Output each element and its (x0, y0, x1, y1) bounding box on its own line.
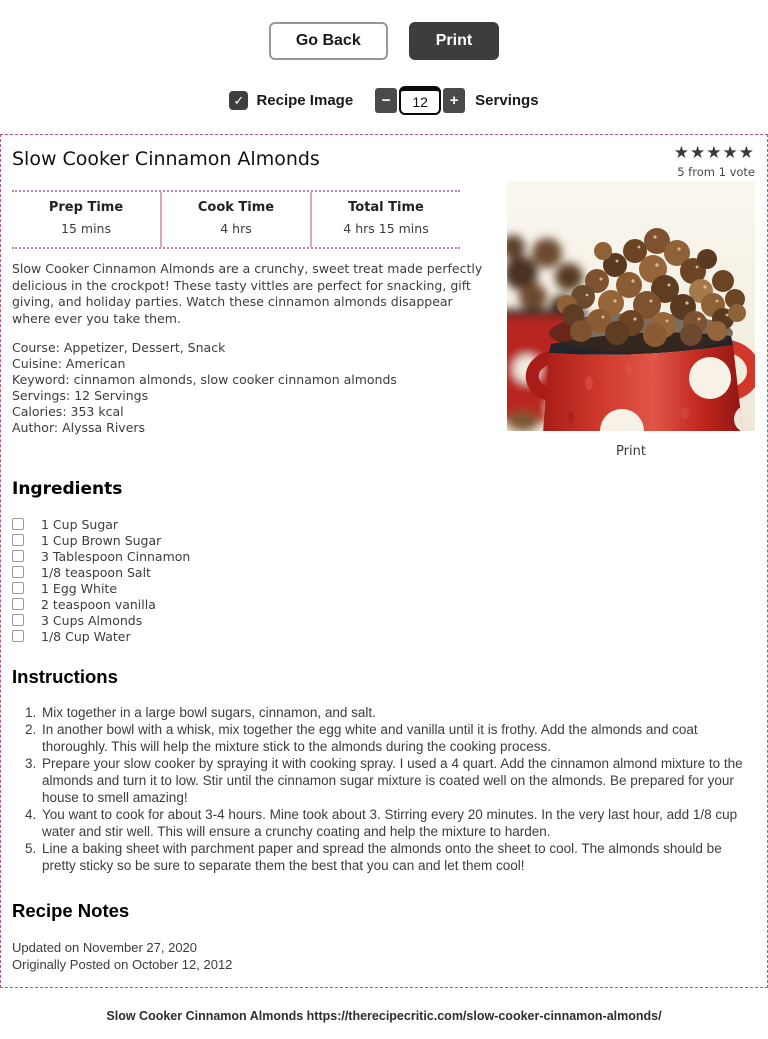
print-button[interactable]: Print (409, 22, 499, 60)
servings-decrement-button[interactable]: − (375, 88, 397, 113)
meta-value: 12 Servings (74, 388, 149, 403)
recipe-title: Slow Cooker Cinnamon Almonds (12, 148, 320, 170)
meta-value: American (65, 356, 126, 371)
ingredient-checkbox[interactable] (12, 630, 24, 642)
star-rating (674, 145, 755, 179)
prep-time-value: 15 mins (61, 221, 111, 236)
meta-servings (12, 388, 486, 404)
meta-label: Keyword: (12, 372, 70, 387)
vote-count: 5 from 1 vote (677, 165, 755, 179)
ingredient-checkbox[interactable] (12, 614, 24, 626)
meta-label: Cuisine: (12, 356, 62, 371)
ingredient-label: 1 Egg White (41, 580, 118, 596)
image-print-link[interactable]: Print (616, 444, 646, 459)
checkbox-check-icon: ✓ (233, 93, 245, 108)
time-col-cook (160, 192, 310, 247)
ingredient-label: 1 Cup Brown Sugar (41, 532, 162, 548)
ingredient-checkbox[interactable] (12, 582, 24, 594)
ingredient-label: 1/8 teaspoon Salt (41, 564, 151, 580)
prep-time-label: Prep Time (48, 200, 124, 215)
go-back-button[interactable]: Go Back (269, 22, 388, 60)
ingredient-checkbox[interactable] (12, 550, 24, 562)
total-time-value: 4 hrs 15 mins (343, 221, 429, 236)
meta-label: Calories: (12, 404, 67, 419)
ingredients-section (12, 479, 755, 644)
cook-time-label: Cook Time (197, 200, 275, 215)
time-col-total (310, 192, 460, 247)
star-icons: ★★★★★ (673, 143, 755, 163)
ingredient-row (12, 580, 755, 596)
ingredient-label: 1/8 Cup Water (41, 628, 131, 644)
meta-value: Appetizer, Dessert, Snack (63, 340, 226, 355)
servings-input[interactable] (399, 86, 441, 115)
footer-citation: Slow Cooker Cinnamon Almonds https://therecipecritic.com/slow-cooker-cinnamon-almonds/ (106, 1009, 662, 1023)
ingredient-label: 2 teaspoon vanilla (41, 596, 156, 612)
servings-stepper (375, 86, 465, 115)
instruction-list (12, 704, 755, 874)
instruction-step: 5. Line a baking sheet with parchment paper and spread the almonds onto the sheet to cool. The almonds should be pretty sticky so be sure to separate them the best that you can and let them cool! (40, 840, 755, 874)
meta-calories (12, 404, 486, 420)
recipe-image-checkbox-label: Recipe Image (256, 92, 354, 109)
servings-label: Servings (475, 92, 539, 109)
instruction-step: 4. You want to cook for about 3-4 hours. Mine took about 3. Stirring every 20 minutes. In the very last hour, add 1/8 cup water and stir well. This will ensure a crunchy coating and help the mixture to harden. (40, 806, 755, 840)
ingredient-label: 3 Cups Almonds (41, 612, 143, 628)
ingredient-row (12, 532, 755, 548)
meta-label: Course: (12, 340, 60, 355)
ingredient-row (12, 612, 755, 628)
ingredient-checkbox[interactable] (12, 598, 24, 610)
ingredient-checkbox[interactable] (12, 566, 24, 578)
meta-course (12, 340, 486, 356)
ingredient-row (12, 548, 755, 564)
meta-label: Servings: (12, 388, 71, 403)
notes-heading: Recipe Notes (12, 900, 130, 921)
ingredient-label: 3 Tablespoon Cinnamon (41, 548, 191, 564)
total-time-label: Total Time (348, 200, 424, 215)
print-toolbar (0, 0, 768, 115)
meta-value: 353 kcal (70, 404, 124, 419)
meta-value: Alyssa Rivers (62, 420, 146, 435)
instructions-heading: Instructions (12, 666, 118, 687)
instruction-step: 1. Mix together in a large bowl sugars, cinnamon, and salt. (40, 704, 755, 721)
ingredient-row (12, 596, 755, 612)
ingredient-list (12, 516, 755, 644)
note-originally-posted: Originally Posted on October 12, 2012 (12, 956, 233, 972)
instruction-step: 2. In another bowl with a whisk, mix together the egg white and vanilla until it is frothy. Add the almonds and coat thoroughly. This will help the mixture stick to the almonds during the cooking process. (40, 721, 755, 755)
meta-cuisine (12, 356, 486, 372)
note-updated: Updated on November 27, 2020 (12, 940, 198, 955)
recipe-card (0, 134, 768, 988)
ingredient-checkbox[interactable] (12, 518, 24, 530)
ingredient-checkbox[interactable] (12, 534, 24, 546)
meta-value: cinnamon almonds, slow cooker cinnamon almonds (73, 372, 397, 387)
meta-label: Author: (12, 420, 59, 435)
cook-time-value: 4 hrs (220, 221, 252, 236)
ingredient-row (12, 564, 755, 580)
instruction-step: 3. Prepare your slow cooker by spraying it with cooking spray. I used a 4 quart. Add the cinnamon almond mixture to the almonds and turn it to low. Stir until the cinnamon sugar mixture is coated well on the almonds. Be prepared for your house to smell amazing! (40, 755, 755, 806)
ingredient-row (12, 628, 755, 644)
ingredient-row (12, 516, 755, 532)
servings-increment-button[interactable]: + (443, 88, 465, 113)
time-col-prep (12, 192, 160, 247)
instructions-section (12, 666, 755, 874)
notes-section (12, 900, 755, 973)
recipe-image (507, 181, 755, 431)
ingredients-heading: Ingredients (12, 479, 123, 499)
meta-author (12, 420, 486, 436)
recipe-description: Slow Cooker Cinnamon Almonds are a crunchy, sweet treat made perfectly delicious in the crockpot! These tasty vittles are perfect for snacking, gift giving, and holiday parties. Watch these cinnamon almonds disappear where ever you take them. (12, 261, 483, 326)
meta-keyword (12, 372, 486, 388)
recipe-card-header (12, 145, 755, 179)
ingredient-label: 1 Cup Sugar (41, 516, 119, 532)
time-table (12, 190, 460, 249)
recipe-image-checkbox[interactable] (229, 91, 248, 110)
recipe-meta (12, 340, 486, 436)
